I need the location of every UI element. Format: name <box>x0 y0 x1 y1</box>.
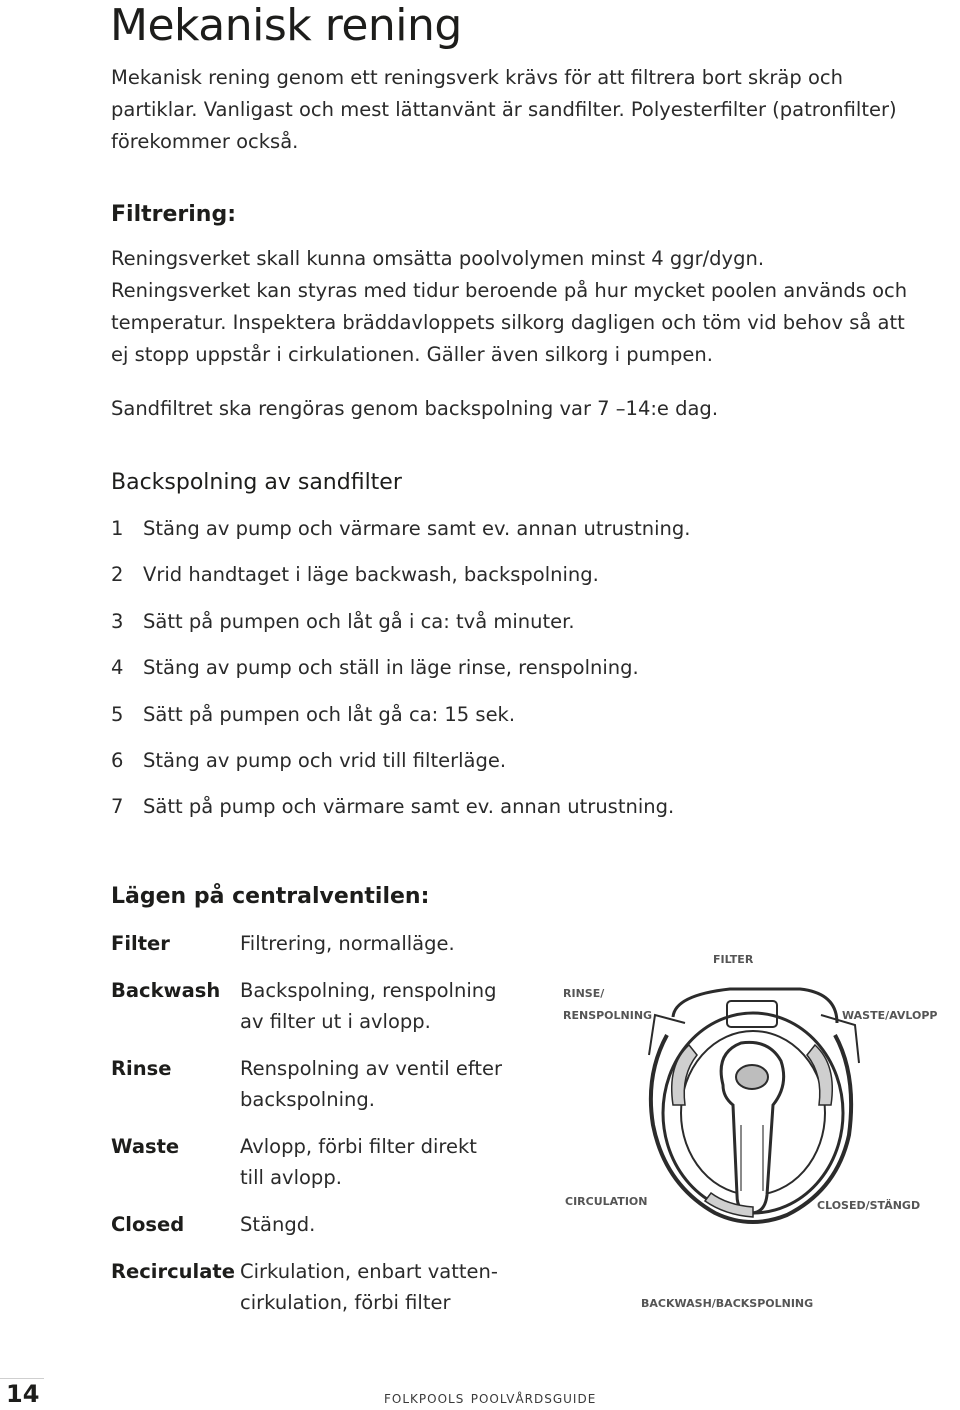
valve-mode-desc-line: Cirkulation, enbart vatten- <box>240 1260 498 1283</box>
valve-handle-drawing <box>721 1042 784 1213</box>
footer-publication: folkpools poolvårdsguide <box>384 1388 597 1408</box>
valve-mode-desc-line: av filter ut i avlopp. <box>240 1010 431 1033</box>
valve-mode-desc <box>240 1256 540 1318</box>
valve-mode-name: Backwash <box>111 979 221 1002</box>
valve-mode-desc <box>240 928 540 975</box>
valve-modes-list <box>111 928 540 1318</box>
step-number: 3 <box>111 609 124 633</box>
valve-mode-row <box>111 1209 540 1256</box>
centralventil-heading: Lägen på centralventilen: <box>111 884 430 909</box>
backspolning-heading: Backspolning av sandfilter <box>111 470 402 495</box>
filtrering-line: Reningsverket skall kunna omsätta poolvolymen minst 4 ggr/dygn. <box>111 247 765 270</box>
valve-mode-desc <box>240 1209 540 1256</box>
label-waste: WASTE/AVLOPP <box>842 1009 938 1022</box>
valve-mode-row <box>111 1131 540 1209</box>
step-number: 1 <box>111 517 124 540</box>
step-item <box>111 610 690 656</box>
step-text: Stäng av pump och ställ in läge rinse, renspolning. <box>143 656 639 680</box>
step-text: Stäng av pump och värmare samt ev. annan utrustning. <box>143 517 691 540</box>
valve-mode-name: Closed <box>111 1213 185 1236</box>
filtrering-line: temperatur. Inspektera bräddavloppets silkorg dagligen och töm vid behov så att <box>111 311 905 334</box>
valve-mode-desc-line: Filtrering, normalläge. <box>240 932 455 955</box>
filtrering-line: Reningsverket kan styras med tidur beroende på hur mycket poolen används och <box>111 279 908 302</box>
valve-mode-name: Recirculate <box>111 1260 235 1283</box>
valve-mode-desc-line: cirkulation, förbi filter <box>240 1291 451 1314</box>
valve-mode-name: Waste <box>111 1135 180 1158</box>
intro-paragraph <box>111 62 901 158</box>
step-text: Sätt på pumpen och låt gå ca: 15 sek. <box>143 702 516 726</box>
step-item <box>111 703 690 749</box>
intro-line: förekommer också. <box>111 130 299 153</box>
backspolning-steps <box>111 517 690 842</box>
label-closed: CLOSED/STÄNGD <box>817 1199 921 1212</box>
step-item <box>111 749 690 795</box>
step-number: 4 <box>111 656 124 680</box>
step-text: Sätt på pump och värmare samt ev. annan utrustning. <box>143 795 675 819</box>
filtrering-paragraph <box>111 243 911 371</box>
step-item <box>111 656 690 702</box>
intro-line: partiklar. Vanligast och mest lättanvänt är sandfilter. Polyesterfilter (patronfilter) <box>111 98 897 121</box>
filtrering-line: ej stopp uppstår i cirkulationen. Gäller även silkorg i pumpen. <box>111 343 713 366</box>
valve-mode-row <box>111 928 540 975</box>
page-number: 14 <box>6 1380 40 1408</box>
page-title: Mekanisk rening <box>110 0 462 51</box>
sandfilter-note: Sandfiltret ska rengöras genom backspolning var 7 –14:e dag. <box>111 397 719 420</box>
valve-mode-desc <box>240 975 540 1053</box>
step-text: Stäng av pump och vrid till filterläge. <box>143 748 507 772</box>
valve-mode-row <box>111 1053 540 1131</box>
step-text: Sätt på pumpen och låt gå i ca: två minuter. <box>143 609 575 633</box>
valve-mode-row <box>111 1256 540 1318</box>
valve-mode-name: Rinse <box>111 1057 172 1080</box>
step-number: 7 <box>111 795 124 819</box>
step-item <box>111 563 690 609</box>
label-filter: FILTER <box>713 953 754 966</box>
step-number: 5 <box>111 702 124 726</box>
footer-rule <box>0 1378 44 1379</box>
valve-mode-desc-line: Stängd. <box>240 1213 316 1236</box>
step-number: 2 <box>111 563 124 587</box>
valve-mode-row <box>111 975 540 1053</box>
label-rinse-2: RENSPOLNING <box>563 1009 653 1022</box>
label-circulation: CIRCULATION <box>565 1195 648 1208</box>
valve-mode-desc <box>240 1053 540 1131</box>
valve-mode-desc-line: till avlopp. <box>240 1166 342 1189</box>
valve-mode-desc-line: backspolning. <box>240 1088 375 1111</box>
step-text: Vrid handtaget i läge backwash, backspolning. <box>143 563 599 587</box>
valve-diagram <box>555 945 960 1320</box>
filtrering-heading: Filtrering: <box>111 202 236 227</box>
step-item <box>111 795 690 841</box>
intro-line: Mekanisk rening genom ett reningsverk krävs för att filtrera bort skräp och <box>111 66 843 89</box>
label-backwash: BACKWASH/BACKSPOLNING <box>641 1297 814 1310</box>
valve-mode-name: Filter <box>111 932 170 955</box>
step-number: 6 <box>111 748 124 772</box>
valve-mode-desc-line: Avlopp, förbi filter direkt <box>240 1135 477 1158</box>
valve-mode-desc-line: Backspolning, renspolning <box>240 979 497 1002</box>
label-rinse-1: RINSE/ <box>563 987 605 1000</box>
valve-mode-desc <box>240 1131 540 1209</box>
valve-mode-desc-line: Renspolning av ventil efter <box>240 1057 503 1080</box>
step-item <box>111 517 690 563</box>
